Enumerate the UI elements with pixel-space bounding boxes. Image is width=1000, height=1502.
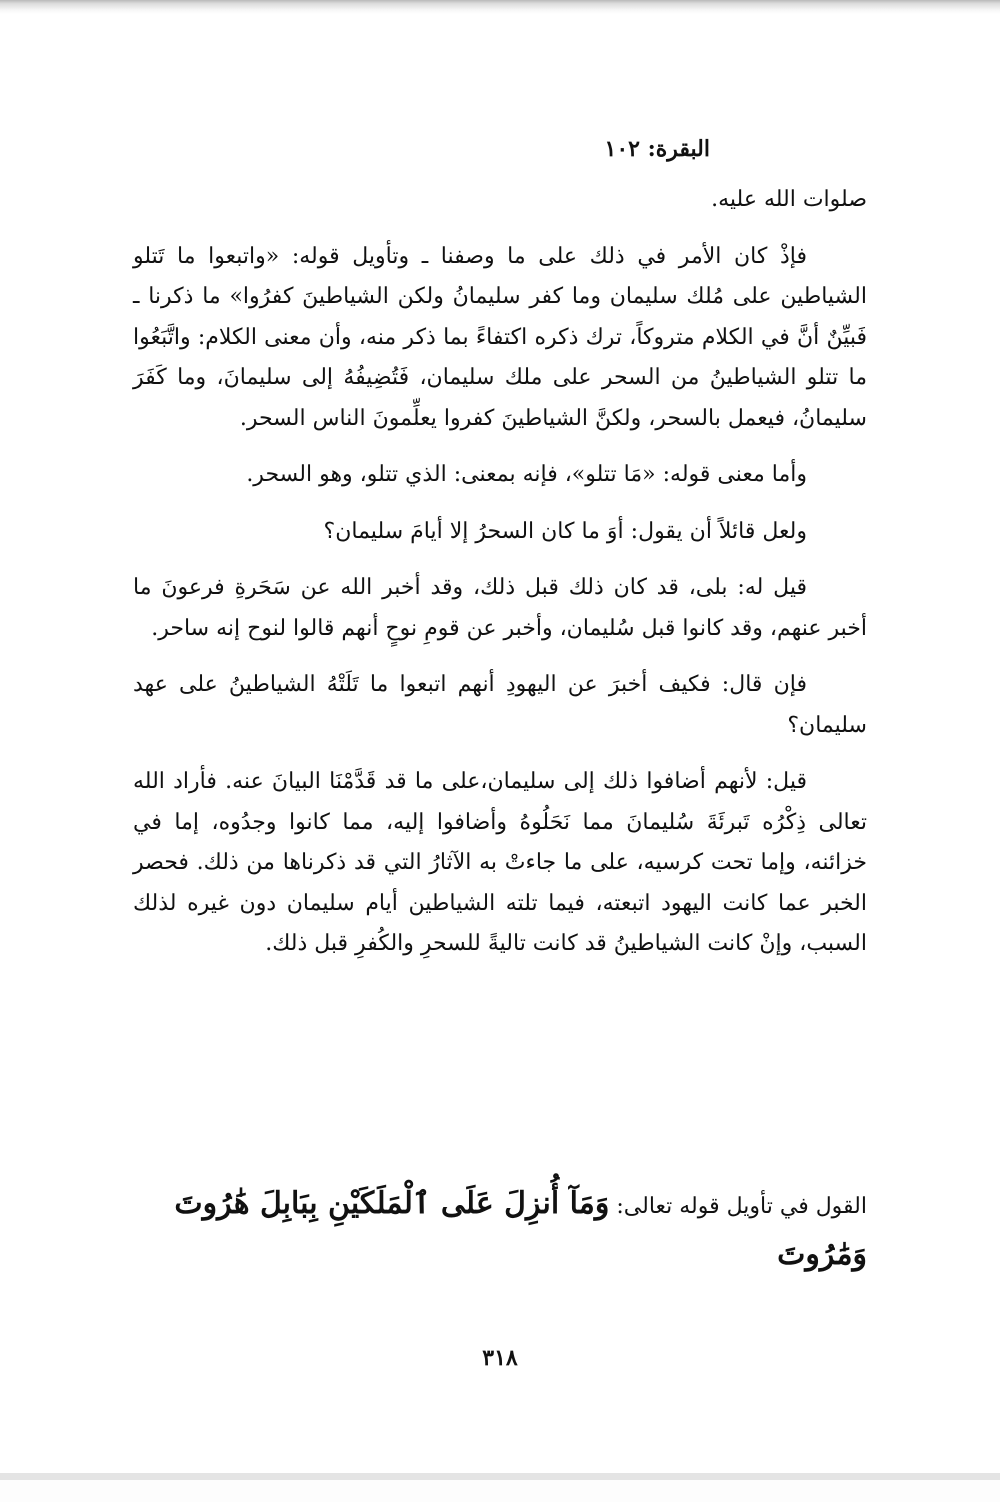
body-text	[133, 180, 867, 965]
top-shadow	[0, 0, 1000, 14]
running-header: البقرة: ١٠٢	[604, 136, 710, 162]
paragraph: قيل له: بلى، قد كان ذلك قبل ذلك، وقد أخبر الله عن سَحَرةِ فرعونَ ما أخبر عنهم، وقد كانوا قبل سُليمان، وأخبر عن قومِ نوحٍ أنهم قالوا لنوح إنه ساحر.	[133, 575, 867, 641]
paragraph-continuation: صلوات الله عليه.	[711, 187, 867, 212]
next-page-edge	[0, 1480, 1000, 1502]
quran-verse: وَمَآ أُنزِلَ عَلَى ٱلْمَلَكَيْنِ بِبَابِلَ هَٰرُوتَ وَمَٰرُوتَ	[174, 1186, 867, 1272]
paragraph: قيل: لأنهم أضافوا ذلك إلى سليمان،على ما قد قَدَّمْنَا البيانَ عنه. فأراد الله تعالى ذِكْرُه تَبرئَةَ سُليمانَ مما نَحَلُوهُ وأضافوا إليه، مما كانوا وجدُوه، إما في خزائنه، وإما تحت كرسيه، على ما جاءتْ به الآثارُ التي قد ذكرناها من ذلك. فحصر الخبر عما كانت اليهود اتبعته، فيما تلته الشياطين أيام سليمان دون غيره لذلك السبب، وإنْ كانت الشياطينُ قد كانت تاليةً للسحرِ والكُفرِ قبل ذلك.	[133, 769, 867, 956]
page-separator	[0, 1473, 1000, 1480]
paragraph: ولعل قائلاً أن يقول: أوَ ما كان السحرُ إلا أيامَ سليمان؟	[323, 518, 807, 544]
paragraph: فإن قال: فكيف أخبرَ عن اليهودِ أنهم اتبعوا ما تَلَتْهُ الشياطينُ على عهد سليمان؟	[133, 672, 867, 738]
paragraph: وأما معنى قوله: «مَا تتلو»، فإنه بمعنى: الذي تتلو، وهو السحر.	[246, 462, 807, 487]
paragraph: فإذْ كان الأمر في ذلك على ما وصفنا ـ وتأويل قوله: «واتبعوا ما تَتلو الشياطين على مُلك سليمان وما كفر سليمانُ ولكن الشياطينَ كفرُوا» ما ذكرنا ـ فَبيِّنٌ أنَّ في الكلام متروكاً، ترك ذكره اكتفاءً بما ذكر منه، وأن معنى الكلام: واتَّبَعُوا ما تتلو الشياطينُ من السحر على ملك سليمان، فَتُضِيفُهُ إلى سليمانَ، وما كَفَرَ سليمانُ، فيعمل بالسحر، ولكنَّ الشياطينَ كفروا يعلِّمونَ الناس السحر.	[133, 243, 867, 431]
section-heading	[150, 1180, 867, 1282]
section-heading-prefix: القول في تأويل قوله تعالى:	[609, 1194, 867, 1219]
page-number: ٣١٨	[482, 1345, 518, 1371]
